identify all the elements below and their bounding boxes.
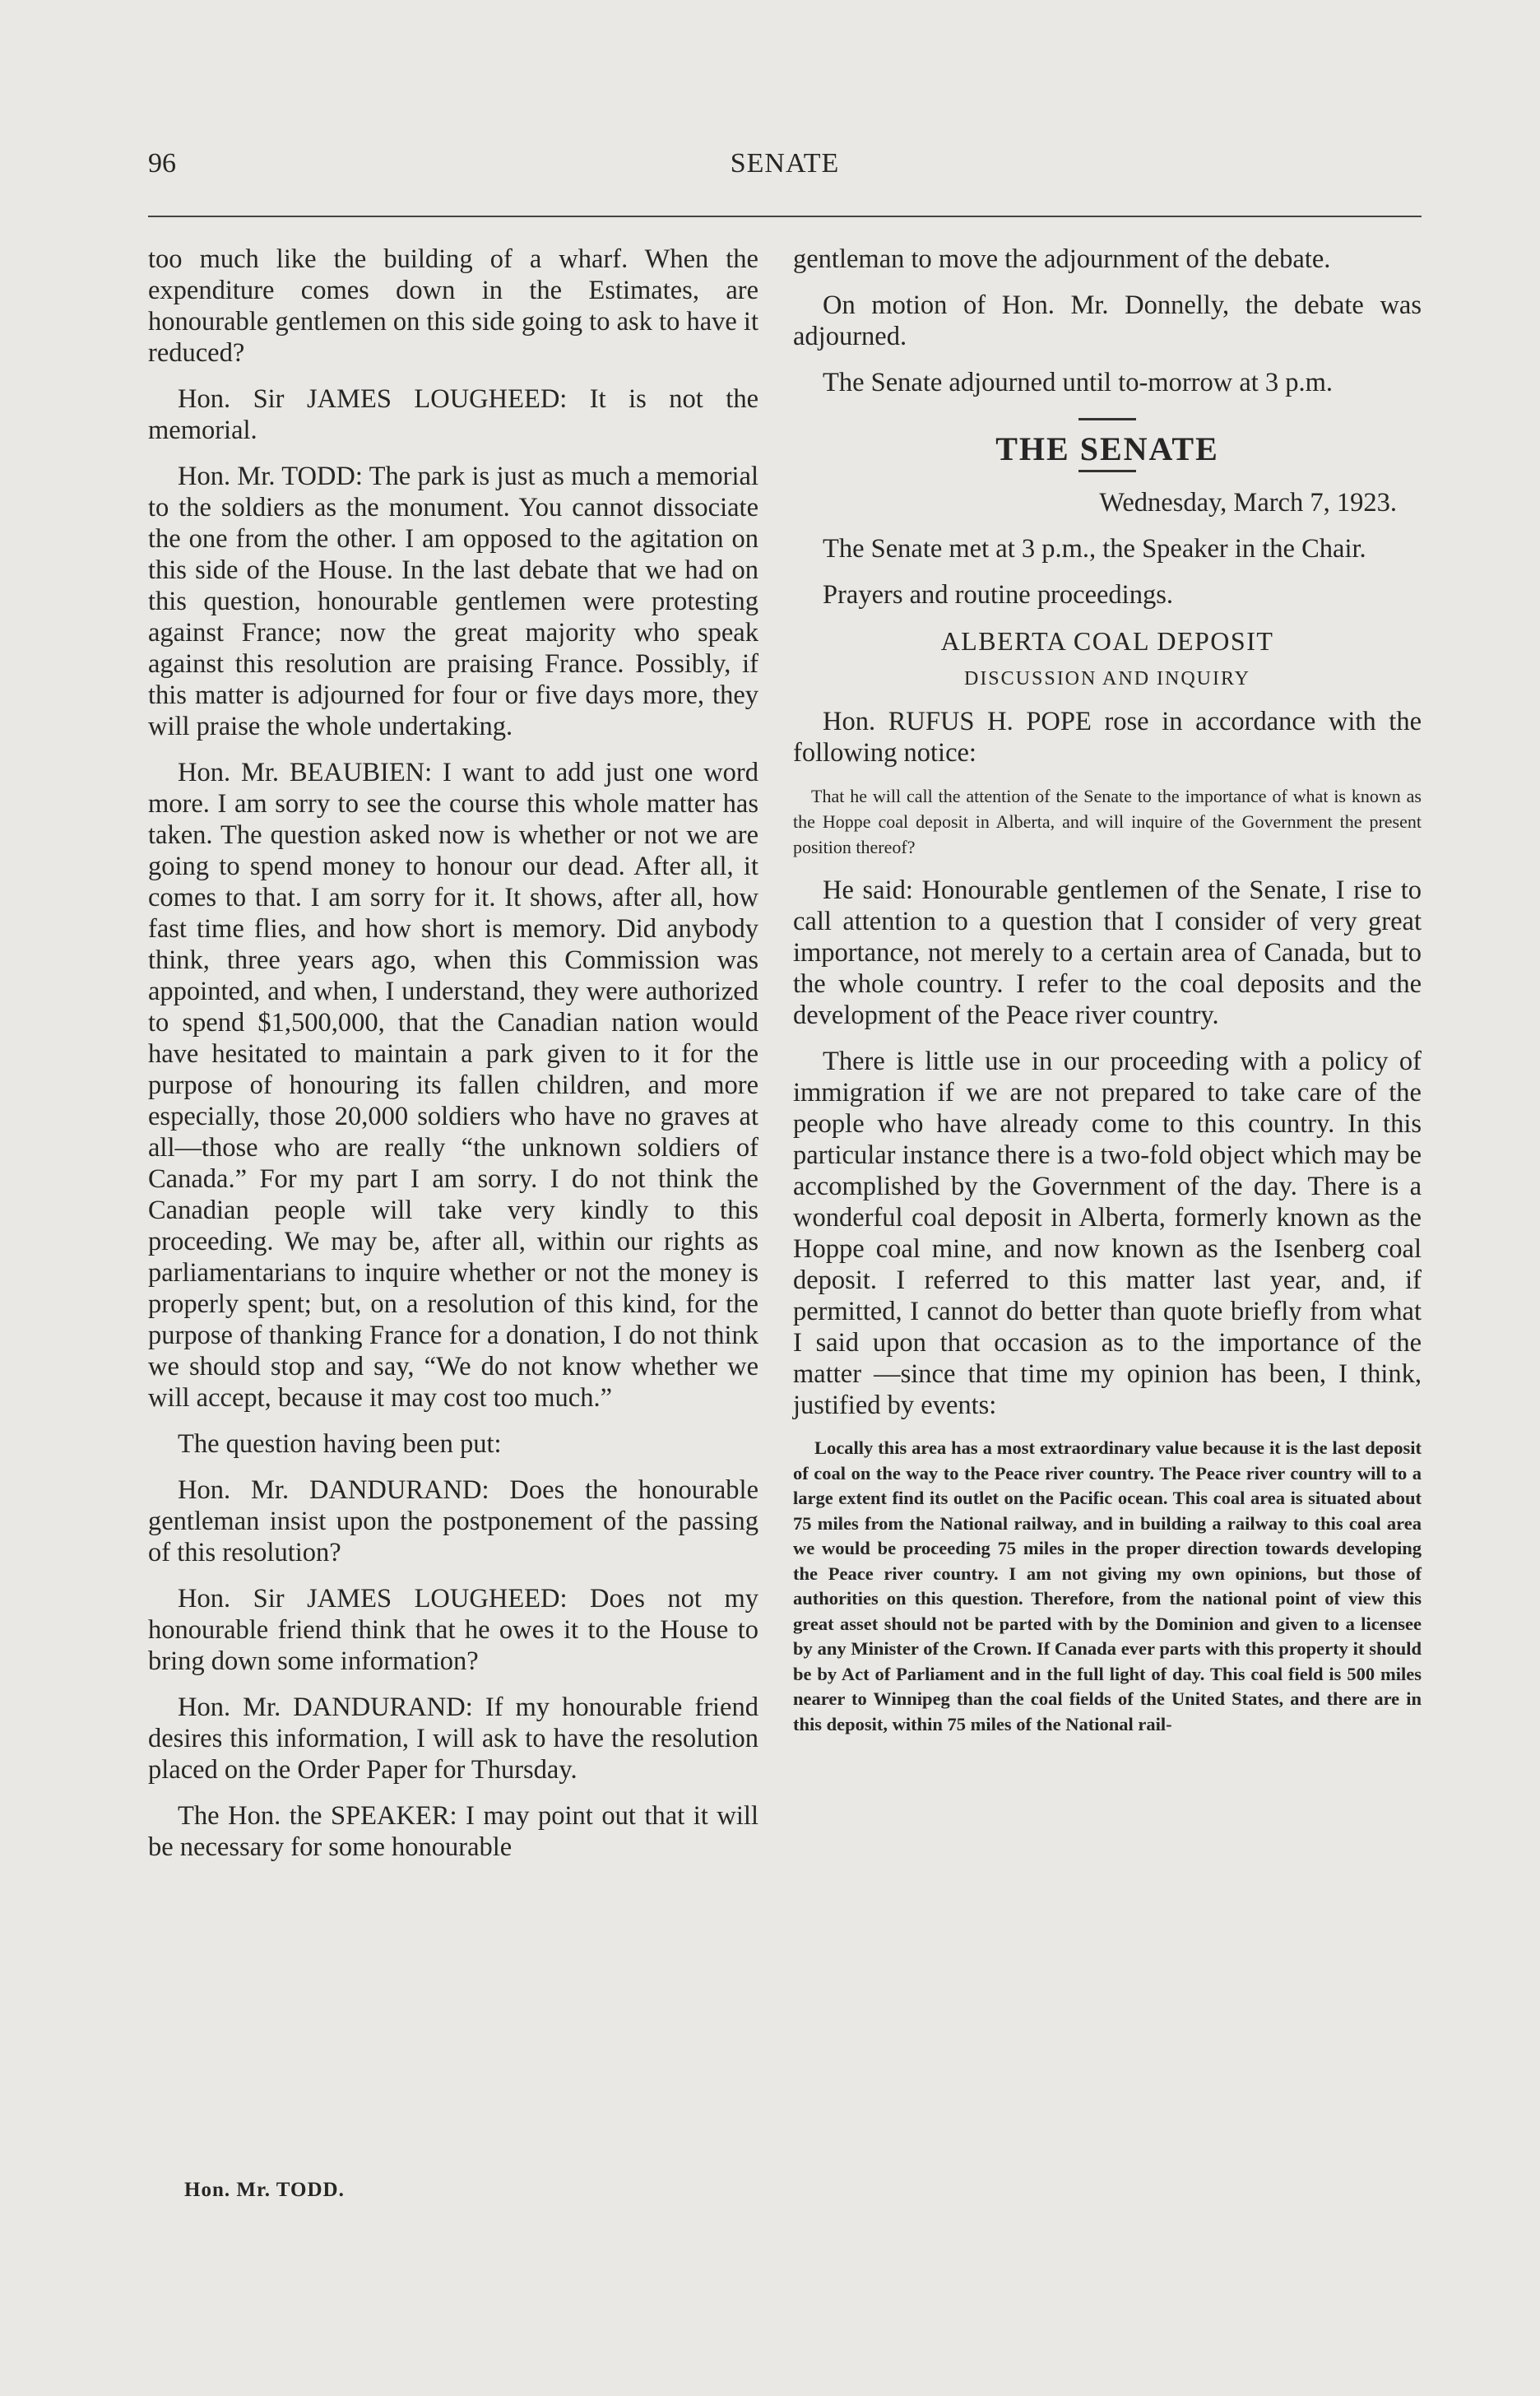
paragraph: He said: Honourable gentlemen of the Senate, I rise to call attention to a question that I consider of very great importance, not merely to a certain area of Canada, but to the whole country. I refer to the coal deposits and the development of the Peace river country.	[793, 875, 1422, 1030]
subject-subtitle: DISCUSSION AND INQUIRY	[963, 668, 1251, 690]
paragraph: Prayers and routine proceedings.	[823, 580, 1173, 610]
section-title: THE SENATE	[995, 430, 1219, 467]
left-column	[148, 244, 758, 1878]
paragraph: too much like the building of a wharf. When the expenditure comes down in the Estimates, are honourable gentlemen on this side going to ask to have it reduced?	[148, 244, 758, 368]
paragraph: Hon. Mr. TODD: The park is just as much a memorial to the soldiers as the monument. You cannot dissociate the one from the other. I am opposed to the agitation on this side of the House. In the last debate that we had on this question, honourable gentlemen were protesting against France; now the great majority who speak against this resolution are praising France. Possibly, if this matter is adjourned for four or five days more, they will praise the whole undertaking.	[148, 462, 758, 741]
right-column	[793, 244, 1422, 1752]
paragraph: Hon. Sir JAMES LOUGHEED: Does not my honourable friend think that he owes it to the House to bring down some information?	[148, 1584, 758, 1676]
quoted-text: Locally this area has a most extraordinary value because it is the last deposit of coal on the way to the Peace river country. The Peace river country will to a large extent find its outlet on the Pacific ocean. This coal area is situated about 75 miles from the National railway, and in building a railway to this coal area we would be proceeding 75 miles in the proper direction towards developing the Peace river country. I am not giving my own opinions, but those of authorities on this question. Therefore, from the national point of view this great asset should not be parted with by the Dominion and given to a licensee by any Minister of the Crown. If Canada ever parts with this property it should be by Act of Parliament and in the full light of day. This coal field is 500 miles nearer to Winnipeg than the coal fields of the United States, and there are in this deposit, within 75 miles of the National rail-	[793, 1437, 1422, 1734]
paragraph: The Senate adjourned until to-morrow at 3 p.m.	[823, 368, 1334, 397]
page-number: 96	[148, 148, 176, 179]
paragraph: There is little use in our proceeding with a policy of immigration if we are not prepared to take care of the people who have already come to this country. In this particular instance there is a two-fold object which may be accomplished by the Government of the day. There is a wonderful coal deposit in Alberta, formerly known as the Hoppe coal mine, and now known as the Isenberg coal deposit. I referred to this matter last year, and, if permitted, I cannot do better than quote briefly from what I said upon that occasion as to the importance of the matter —since that time my opinion has been, I think, justified by events:	[793, 1047, 1422, 1420]
paragraph: Hon. Mr. DANDURAND: Does the honourable gentleman insist upon the postponement of the passing of this resolution?	[148, 1475, 758, 1567]
page-header	[148, 148, 1422, 189]
subject-title: ALBERTA COAL DEPOSIT	[940, 626, 1274, 656]
sitting-date: Wednesday, March 7, 1923.	[1099, 488, 1397, 518]
title-divider	[1078, 470, 1136, 472]
paragraph: Hon. RUFUS H. POPE rose in accordance with the following notice:	[793, 707, 1422, 768]
paragraph: Hon. Sir JAMES LOUGHEED: It is not the memorial.	[148, 384, 758, 445]
header-rule	[148, 216, 1422, 217]
paragraph: On motion of Hon. Mr. Donnelly, the debate was adjourned.	[793, 290, 1422, 351]
paragraph: gentleman to move the adjournment of the debate.	[793, 244, 1331, 274]
footer-speaker-name: Hon. Mr. TODD.	[184, 2179, 345, 2201]
running-head: SENATE	[730, 148, 840, 179]
section-divider	[1078, 418, 1136, 420]
paragraph: Hon. Mr. BEAUBIEN: I want to add just one word more. I am sorry to see the course this whole matter has taken. The question asked now is whether or not we are going to spend money to honour our dead. After all, it comes to that. I am sorry for it. It shows, after all, how fast time flies, and how short is memory. Did anybody think, three years ago, when this Commission was appointed, and when, I understand, they were authorized to spend $1,500,000, that the Canadian nation would have hesitated to maintain a park given to it for the purpose of honouring its fallen children, and more especially, those 20,000 soldiers who have no graves at all—those who are really “the unknown soldiers of Canada.” For my part I am sorry. I do not think the Canadian people will take very kindly to this proceeding. We may be, after all, within our rights as parliamentarians to inquire whether or not the money is properly spent; but, on a resolution of this kind, for the purpose of thanking France for a donation, I do not think we should stop and say, “We do not know whether we will accept, because it may cost too much.”	[148, 758, 758, 1413]
paragraph: Hon. Mr. DANDURAND: If my honourable friend desires this information, I will ask to have the resolution placed on the Order Paper for Thursday.	[148, 1693, 758, 1785]
paragraph: The Hon. the SPEAKER: I may point out that it will be necessary for some honourable	[148, 1801, 758, 1862]
notice-text: That he will call the attention of the Senate to the importance of what is known as the Hoppe coal deposit in Alberta, and will inquire of the Government the present position thereof?	[793, 786, 1422, 857]
paragraph: The Senate met at 3 p.m., the Speaker in the Chair.	[823, 534, 1366, 564]
paragraph: The question having been put:	[178, 1429, 502, 1459]
